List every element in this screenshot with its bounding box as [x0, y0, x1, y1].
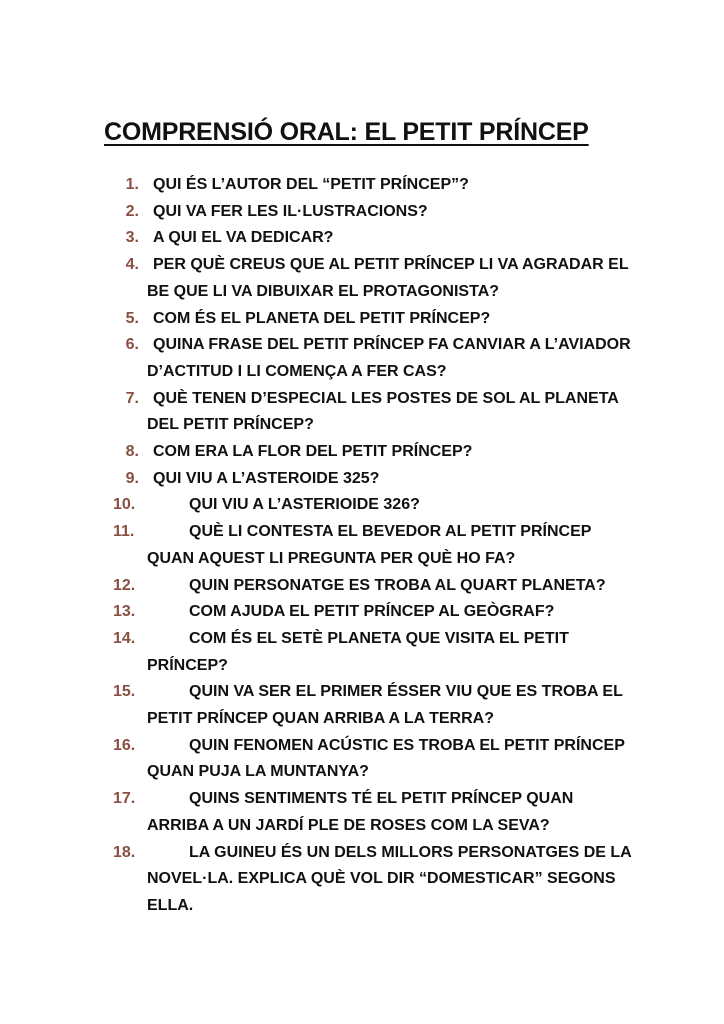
question-item — [0, 573, 724, 600]
question-item — [0, 626, 724, 679]
question-text: COM ÉS EL SETÈ PLANETA QUE VISITA EL PETIT PRÍNCEP? — [147, 629, 569, 674]
question-item — [0, 225, 724, 252]
question-item — [0, 519, 724, 572]
question-text: QUI VA FER LES IL·LUSTRACIONS? — [153, 202, 428, 220]
question-text: QUI ÉS L’AUTOR DEL “PETIT PRÍNCEP”? — [153, 176, 469, 193]
question-item — [0, 199, 724, 226]
question-number: 14. — [113, 629, 136, 647]
question-item — [0, 386, 724, 439]
question-item — [0, 786, 724, 839]
question-number: 5. — [125, 309, 139, 327]
question-item — [0, 252, 724, 305]
question-number: 18. — [113, 843, 136, 861]
question-item — [0, 492, 724, 519]
question-text: QUI VIU A L’ASTEROIDE 325? — [153, 469, 380, 487]
question-text: QUIN PERSONATGE ES TROBA AL QUART PLANETA? — [189, 576, 606, 594]
question-item — [0, 733, 724, 786]
question-text: QUIN VA SER EL PRIMER ÉSSER VIU QUE ES TROBA EL PETIT PRÍNCEP QUAN ARRIBA A LA TERRA? — [147, 683, 623, 728]
page-title: COMPRENSIÓ ORAL: EL PETIT PRÍNCEP — [104, 118, 589, 146]
question-number: 13. — [113, 603, 136, 621]
question-number: 17. — [113, 790, 136, 808]
question-number: 16. — [113, 736, 136, 754]
question-text: COM ERA LA FLOR DEL PETIT PRÍNCEP? — [153, 443, 473, 461]
question-item — [0, 439, 724, 466]
question-number: 1. — [125, 176, 139, 193]
question-item — [0, 840, 724, 920]
question-text: COM AJUDA EL PETIT PRÍNCEP AL GEÒGRAF? — [189, 603, 555, 621]
question-number: 15. — [113, 683, 136, 701]
question-number: 11. — [113, 523, 135, 541]
question-text: QUI VIU A L’ASTERIOIDE 326? — [189, 496, 420, 514]
question-item — [0, 306, 724, 333]
question-text: LA GUINEU ÉS UN DELS MILLORS PERSONATGES DE LA NOVEL·LA. EXPLICA QUÈ VOL DIR “DOMESTICAR” SEGONS ELLA. — [147, 843, 632, 914]
question-item — [0, 599, 724, 626]
question-number: 7. — [125, 389, 139, 407]
question-number: 6. — [125, 336, 139, 354]
question-text: QUÈ LI CONTESTA EL BEVEDOR AL PETIT PRÍNCEP QUAN AQUEST LI PREGUNTA PER QUÈ HO FA? — [147, 523, 592, 567]
question-item — [0, 332, 724, 385]
question-number: 4. — [125, 256, 139, 274]
question-text: QUÈ TENEN D’ESPECIAL LES POSTES DE SOL AL PLANETA DEL PETIT PRÍNCEP? — [147, 389, 619, 434]
question-text: QUINA FRASE DEL PETIT PRÍNCEP FA CANVIAR A L’AVIADOR D’ACTITUD I LI COMENÇA A FER CAS? — [147, 336, 631, 380]
question-number: 2. — [125, 202, 139, 220]
question-text: COM ÉS EL PLANETA DEL PETIT PRÍNCEP? — [153, 309, 491, 327]
question-number: 12. — [113, 576, 136, 594]
question-number: 8. — [125, 443, 139, 461]
question-item — [0, 466, 724, 493]
question-text: PER QUÈ CREUS QUE AL PETIT PRÍNCEP LI VA AGRADAR EL BE QUE LI VA DIBUIXAR EL PROTAGONISTA? — [147, 256, 629, 300]
question-text: QUIN FENOMEN ACÚSTIC ES TROBA EL PETIT PRÍNCEP QUAN PUJA LA MUNTANYA? — [147, 736, 625, 781]
question-number: 10. — [113, 496, 136, 514]
question-text: A QUI EL VA DEDICAR? — [153, 229, 334, 247]
question-text: QUINS SENTIMENTS TÉ EL PETIT PRÍNCEP QUAN ARRIBA A UN JARDÍ PLE DE ROSES COM LA SEVA? — [147, 790, 574, 834]
question-number: 3. — [125, 229, 139, 247]
question-list — [0, 172, 724, 920]
question-item — [0, 679, 724, 732]
question-number: 9. — [125, 469, 139, 487]
question-item — [0, 172, 724, 199]
